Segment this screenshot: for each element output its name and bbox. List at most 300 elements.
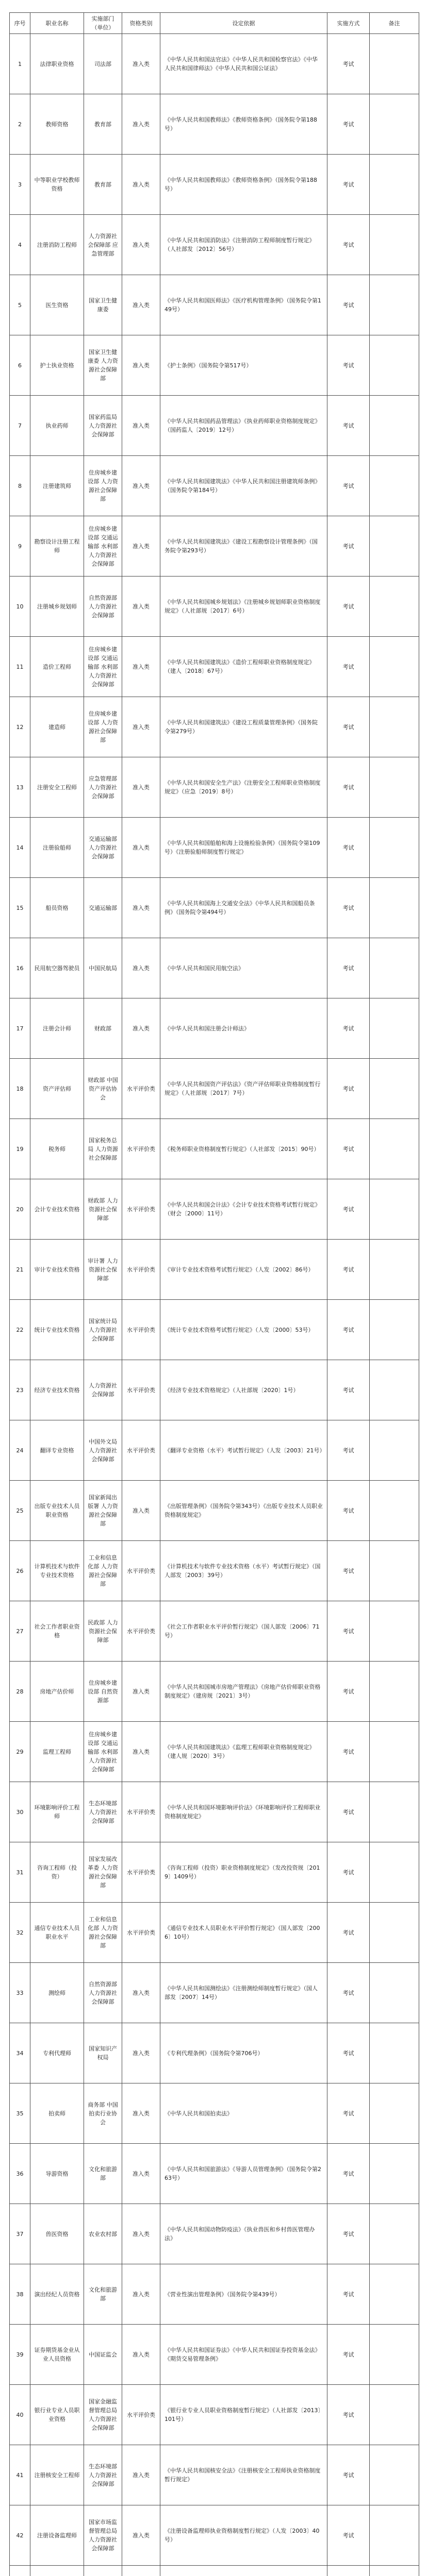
cell-method: 考试	[327, 2264, 370, 2325]
cell-basis	[160, 2566, 327, 2576]
cell-type: 准入类	[122, 2204, 160, 2264]
cell-basis: 《中华人民共和国建筑法》《中华人民共和国注册建筑师条例》（国务院令第184号）	[160, 456, 327, 516]
cell-basis: 《中华人民共和国资产评估法》《资产评估师职业资格制度暂行规定》（人社部规〔2017〕7号）	[160, 1059, 327, 1119]
cell-basis: 《中华人民共和国环境影响评价法》《环境影响评价工程师职业资格制度规定》	[160, 1782, 327, 1842]
cell-note	[370, 1541, 419, 1601]
cell-method: 考试	[327, 2083, 370, 2144]
cell-basis: 《出版管理条例》（国务院令第343号）《出版专业技术人员职业资格制度规定》	[160, 1481, 327, 1541]
cell-type: 准入类	[122, 2144, 160, 2204]
cell-type: 水平评价类	[122, 1059, 160, 1119]
cell-dept: 教育部	[84, 155, 122, 215]
cell-dept: 国家卫生健康委 人力资源社会保障部	[84, 335, 122, 396]
cell-name: 资产评估师	[30, 1059, 84, 1119]
cell-basis: 《营业性演出管理条例》（国务院令第439号）	[160, 2264, 327, 2325]
cell-basis: 《计算机技术与软件专业技术资格（水平）考试暂行规定》（国人部发〔2003〕39号）	[160, 1541, 327, 1601]
table-row	[10, 1601, 419, 1662]
cell-name: 拍卖师	[30, 2083, 84, 2144]
cell-type: 准入类	[122, 396, 160, 456]
table-row	[10, 2144, 419, 2204]
cell-basis: 《中华人民共和国建筑法》《建设工程勘察设计管理条例》（国务院令第293号）	[160, 516, 327, 577]
cell-type: 准入类	[122, 34, 160, 94]
cell-method: 考试	[327, 2505, 370, 2566]
cell-no: 29	[10, 1722, 30, 1782]
cell-name: 咨询工程师（投资）	[30, 1842, 84, 1903]
cell-no: 22	[10, 1300, 30, 1360]
cell-name: 法律职业资格	[30, 34, 84, 94]
cell-dept: 中国民航局	[84, 938, 122, 998]
cell-method: 考试	[327, 1481, 370, 1541]
cell-name: 中等职业学校教师资格	[30, 155, 84, 215]
cell-note	[370, 577, 419, 637]
table-row	[10, 2385, 419, 2445]
cell-no: 3	[10, 155, 30, 215]
cell-no: 10	[10, 577, 30, 637]
cell-method: 考试	[327, 1240, 370, 1300]
cell-name: 房地产估价师	[30, 1662, 84, 1722]
cell-method: 考试	[327, 396, 370, 456]
table-row	[10, 275, 419, 335]
cell-dept: 应急管理部 人力资源社会保障部	[84, 757, 122, 818]
cell-basis: 《统计专业技术资格考试暂行规定》（人发〔2000〕53号）	[160, 1300, 327, 1360]
cell-basis: 《中华人民共和国动物防疫法》《执业兽医和乡村兽医管理办法》	[160, 2204, 327, 2264]
cell-no: 6	[10, 335, 30, 396]
cell-basis: 《中华人民共和国拍卖法》	[160, 2083, 327, 2144]
cell-method: 考试	[327, 2385, 370, 2445]
cell-dept: 国家卫生健康委	[84, 275, 122, 335]
cell-no: 4	[10, 215, 30, 275]
cell-note	[370, 637, 419, 697]
cell-method: 考试	[327, 2204, 370, 2264]
cell-type: 准入类	[122, 878, 160, 938]
header-note: 备注	[370, 13, 419, 34]
header-dept: 实施部门（单位）	[84, 13, 122, 34]
table-row	[10, 878, 419, 938]
cell-type: 水平评价类	[122, 1360, 160, 1420]
header-name: 职业名称	[30, 13, 84, 34]
cell-note	[370, 34, 419, 94]
cell-method: 考试	[327, 2325, 370, 2385]
cell-method: 考试	[327, 2023, 370, 2083]
cell-method: 考试	[327, 94, 370, 155]
table-row	[10, 396, 419, 456]
cell-note	[370, 2445, 419, 2505]
cell-type	[122, 2566, 160, 2576]
cell-name: 注册城乡规划师	[30, 577, 84, 637]
cell-note	[370, 878, 419, 938]
cell-note	[370, 396, 419, 456]
cell-note	[370, 1119, 419, 1179]
cell-basis: 《中华人民共和国民用航空法》	[160, 938, 327, 998]
table-row	[10, 1420, 419, 1481]
cell-no: 20	[10, 1179, 30, 1240]
cell-basis: 《银行业专业人员职业资格制度暂行规定》（人社部发〔2013〕101号）	[160, 2385, 327, 2445]
cell-basis: 《中华人民共和国海上交通安全法》《中华人民共和国船员条例》（国务院令第494号）	[160, 878, 327, 938]
cell-type: 水平评价类	[122, 1119, 160, 1179]
cell-no: 5	[10, 275, 30, 335]
cell-type: 水平评价类	[122, 1601, 160, 1662]
cell-basis: 《中华人民共和国法官法》《中华人民共和国检察官法》《中华人民共和国律师法》《中华人民共和国公证法》	[160, 34, 327, 94]
cell-note	[370, 1300, 419, 1360]
cell-no: 8	[10, 456, 30, 516]
cell-no: 23	[10, 1360, 30, 1420]
header-type: 资格类别	[122, 13, 160, 34]
cell-no: 28	[10, 1662, 30, 1722]
header-no: 序号	[10, 13, 30, 34]
cell-dept: 人力资源社会保障部	[84, 1360, 122, 1420]
cell-name: 注册设备监理师	[30, 2505, 84, 2566]
cell-type: 水平评价类	[122, 1420, 160, 1481]
table-row	[10, 1240, 419, 1300]
cell-no: 15	[10, 878, 30, 938]
cell-note	[370, 1842, 419, 1903]
cell-no: 25	[10, 1481, 30, 1541]
cell-type: 水平评价类	[122, 2385, 160, 2445]
cell-name: 导游资格	[30, 2144, 84, 2204]
cell-note	[370, 215, 419, 275]
cell-name: 统计专业技术资格	[30, 1300, 84, 1360]
cell-note	[370, 1179, 419, 1240]
table-row	[10, 1722, 419, 1782]
cell-basis: 《中华人民共和国建筑法》《造价工程师职业资格制度规定》（建人〔2018〕67号）	[160, 637, 327, 697]
cell-method: 考试	[327, 1119, 370, 1179]
cell-name: 执业药师	[30, 396, 84, 456]
cell-note	[370, 2505, 419, 2566]
cell-name: 出版专业技术人员职业资格	[30, 1481, 84, 1541]
cell-basis: 《中华人民共和国旅游法》《导游人员管理条例》（国务院令第263号）	[160, 2144, 327, 2204]
cell-no: 14	[10, 818, 30, 878]
cell-note	[370, 94, 419, 155]
cell-no: 11	[10, 637, 30, 697]
cell-type: 水平评价类	[122, 1541, 160, 1601]
cell-method: 考试	[327, 275, 370, 335]
cell-dept: 生态环境部 人力资源社会保障部	[84, 2445, 122, 2505]
table-row	[10, 1782, 419, 1842]
cell-dept: 国家税务总局 人力资源社会保障部	[84, 1119, 122, 1179]
cell-basis: 《翻译专业资格（水平）考试暂行规定》（人发〔2003〕21号）	[160, 1420, 327, 1481]
table-row	[10, 215, 419, 275]
table-row	[10, 1963, 419, 2023]
table-row	[10, 1842, 419, 1903]
cell-note	[370, 2083, 419, 2144]
cell-type: 水平评价类	[122, 1179, 160, 1240]
cell-no: 2	[10, 94, 30, 155]
cell-type: 准入类	[122, 1722, 160, 1782]
cell-dept: 工业和信息化部 人力资源社会保障部	[84, 1903, 122, 1963]
cell-basis: 《中华人民共和国教师法》《教师资格条例》（国务院令第188号）	[160, 155, 327, 215]
table-row	[10, 938, 419, 998]
cell-basis: 《中华人民共和国核安全法》《注册核安全工程师执业资格制度暂行规定》	[160, 2445, 327, 2505]
cell-dept: 农业农村部	[84, 2204, 122, 2264]
cell-method: 考试	[327, 1662, 370, 1722]
cell-method	[327, 2566, 370, 2576]
cell-dept: 住房城乡建设部 交通运输部 水利部 人力资源社会保障部	[84, 516, 122, 577]
table-row	[10, 1903, 419, 1963]
cell-method: 考试	[327, 1782, 370, 1842]
cell-no: 24	[10, 1420, 30, 1481]
header-method: 实施方式	[327, 13, 370, 34]
cell-type: 准入类	[122, 215, 160, 275]
cell-method: 考试	[327, 1300, 370, 1360]
cell-method: 考试	[327, 1903, 370, 1963]
cell-name: 注册核安全工程师	[30, 2445, 84, 2505]
cell-dept: 财政部 人力资源社会保障部	[84, 1179, 122, 1240]
cell-type: 准入类	[122, 94, 160, 155]
cell-name: 会计专业技术资格	[30, 1179, 84, 1240]
cell-note	[370, 335, 419, 396]
cell-no: 33	[10, 1963, 30, 2023]
cell-no: 41	[10, 2445, 30, 2505]
cell-dept: 住房城乡建设部 人力资源社会保障部	[84, 697, 122, 757]
cell-dept: 国家金融监督管理总局 人力资源社会保障部	[84, 2385, 122, 2445]
header-basis: 设定依据	[160, 13, 327, 34]
cell-no: 30	[10, 1782, 30, 1842]
cell-dept: 审计署 人力资源社会保障部	[84, 1240, 122, 1300]
cell-note	[370, 2325, 419, 2385]
cell-name: 社会工作者职业资格	[30, 1601, 84, 1662]
cell-type: 准入类	[122, 1963, 160, 2023]
cell-note	[370, 456, 419, 516]
cell-dept: 交通运输部	[84, 878, 122, 938]
cell-basis: 《中华人民共和国测绘法》《注册测绘师制度暂行规定》（国人部发〔2007〕14号）	[160, 1963, 327, 2023]
table-row	[10, 1179, 419, 1240]
cell-no: 16	[10, 938, 30, 998]
cell-method: 考试	[327, 577, 370, 637]
cell-dept: 交通运输部 人力资源社会保障部	[84, 818, 122, 878]
cell-dept: 国家药监局 人力资源社会保障部	[84, 396, 122, 456]
cell-name: 环境影响评价工程师	[30, 1782, 84, 1842]
cell-method: 考试	[327, 1360, 370, 1420]
table-row	[10, 456, 419, 516]
cell-no: 13	[10, 757, 30, 818]
cell-dept: 国家市场监督管理总局 人力资源社会保障部	[84, 2505, 122, 2566]
cell-basis: 《中华人民共和国城乡规划法》《注册城乡规划师职业资格制度规定》（人社部规〔2017〕6号）	[160, 577, 327, 637]
cell-type: 准入类	[122, 757, 160, 818]
cell-type: 准入类	[122, 1481, 160, 1541]
table-row	[10, 34, 419, 94]
table-row	[10, 1119, 419, 1179]
cell-type: 准入类	[122, 1662, 160, 1722]
cell-dept: 司法部	[84, 34, 122, 94]
cell-basis: 《专利代理条例》（国务院令第706号）	[160, 2023, 327, 2083]
cell-method: 考试	[327, 155, 370, 215]
cell-method: 考试	[327, 1541, 370, 1601]
cell-dept: 工业和信息化部 人力资源社会保障部	[84, 1541, 122, 1601]
cell-note	[370, 2264, 419, 2325]
cell-note	[370, 818, 419, 878]
cell-name: 民用航空器驾驶员	[30, 938, 84, 998]
cell-method: 考试	[327, 1059, 370, 1119]
cell-basis: 《中华人民共和国城市房地产管理法》《房地产估价师职业资格制度规定》（建房规〔2021〕3号）	[160, 1662, 327, 1722]
cell-basis: 《通信专业技术人员职业水平评价暂行规定》（国人部发〔2006〕10号）	[160, 1903, 327, 1963]
cell-dept: 教育部	[84, 94, 122, 155]
cell-dept: 中国证监会	[84, 2325, 122, 2385]
cell-no: 7	[10, 396, 30, 456]
cell-no: 31	[10, 1842, 30, 1903]
cell-method: 考试	[327, 2445, 370, 2505]
cell-type: 准入类	[122, 637, 160, 697]
cell-type: 准入类	[122, 998, 160, 1059]
table-row	[10, 1059, 419, 1119]
cell-no: 34	[10, 2023, 30, 2083]
table-row	[10, 1541, 419, 1601]
table-row	[10, 2083, 419, 2144]
cell-name: 注册验船师	[30, 818, 84, 878]
cell-no	[10, 2566, 30, 2576]
table-row	[10, 335, 419, 396]
cell-basis: 《注册设备监理师执业资格制度暂行规定》（人发〔2003〕40号）	[160, 2505, 327, 2566]
cell-type: 准入类	[122, 2264, 160, 2325]
cell-no: 12	[10, 697, 30, 757]
cell-dept: 自然资源部 人力资源社会保障部	[84, 577, 122, 637]
cell-name: 注册建筑师	[30, 456, 84, 516]
cell-note	[370, 2385, 419, 2445]
cell-type: 水平评价类	[122, 1300, 160, 1360]
cell-no: 19	[10, 1119, 30, 1179]
cell-method: 考试	[327, 998, 370, 1059]
table-row	[10, 2566, 419, 2576]
cell-dept: 文化和旅游部	[84, 2144, 122, 2204]
table-row	[10, 697, 419, 757]
cell-no: 21	[10, 1240, 30, 1300]
cell-dept: 国家发展改革委 人力资源社会保障部	[84, 1842, 122, 1903]
cell-dept: 自然资源部 人力资源社会保障部	[84, 1963, 122, 2023]
cell-no: 17	[10, 998, 30, 1059]
cell-basis: 《中华人民共和国船舶和海上设施检验条例》（国务院令第109号）《注册验船师制度暂行规定》	[160, 818, 327, 878]
cell-method: 考试	[327, 938, 370, 998]
cell-no: 27	[10, 1601, 30, 1662]
cell-note	[370, 1963, 419, 2023]
cell-no: 1	[10, 34, 30, 94]
cell-basis: 《中华人民共和国建筑法》《监理工程师职业资格制度规定》（建人规〔2020〕3号）	[160, 1722, 327, 1782]
cell-method: 考试	[327, 1420, 370, 1481]
cell-note	[370, 1903, 419, 1963]
cell-type: 准入类	[122, 456, 160, 516]
cell-basis: 《中华人民共和国证券法》《中华人民共和国证券投资基金法》《期货交易管理条例》	[160, 2325, 327, 2385]
cell-dept: 财政部 中国资产评估协会	[84, 1059, 122, 1119]
cell-note	[370, 697, 419, 757]
cell-method: 考试	[327, 516, 370, 577]
cell-dept: 生态环境部 人力资源社会保障部	[84, 1782, 122, 1842]
cell-basis: 《中华人民共和国注册会计师法》	[160, 998, 327, 1059]
table-row	[10, 2264, 419, 2325]
cell-note	[370, 2023, 419, 2083]
cell-name: 监理工程师	[30, 1722, 84, 1782]
cell-method: 考试	[327, 215, 370, 275]
cell-no: 32	[10, 1903, 30, 1963]
cell-note	[370, 1662, 419, 1722]
table-row	[10, 1481, 419, 1541]
cell-note	[370, 2566, 419, 2576]
cell-basis: 《税务师职业资格制度暂行规定》（人社部发〔2015〕90号）	[160, 1119, 327, 1179]
cell-basis: 《中华人民共和国教师法》《教师资格条例》（国务院令第188号）	[160, 94, 327, 155]
cell-note	[370, 155, 419, 215]
cell-note	[370, 938, 419, 998]
cell-name: 银行业专业人员职业资格	[30, 2385, 84, 2445]
cell-note	[370, 1059, 419, 1119]
cell-type: 准入类	[122, 155, 160, 215]
cell-method: 考试	[327, 637, 370, 697]
cell-name: 审计专业技术资格	[30, 1240, 84, 1300]
header-row	[10, 13, 419, 34]
cell-name: 船员资格	[30, 878, 84, 938]
cell-method: 考试	[327, 1842, 370, 1903]
cell-type: 准入类	[122, 818, 160, 878]
cell-dept: 文化和旅游部	[84, 2264, 122, 2325]
table-row	[10, 1360, 419, 1420]
cell-basis: 《中华人民共和国会计法》《会计专业技术资格考试暂行规定》（财会〔2000〕11号）	[160, 1179, 327, 1240]
cell-no: 38	[10, 2264, 30, 2325]
cell-name: 注册会计师	[30, 998, 84, 1059]
table-body	[10, 34, 419, 2576]
cell-basis: 《经济专业技术资格规定》（人社部规〔2020〕1号）	[160, 1360, 327, 1420]
cell-name: 证券期货基金业从业人员资格	[30, 2325, 84, 2385]
table-row	[10, 516, 419, 577]
cell-name: 注册安全工程师	[30, 757, 84, 818]
cell-no: 35	[10, 2083, 30, 2144]
cell-name: 勘察设计注册工程师	[30, 516, 84, 577]
table-row	[10, 757, 419, 818]
cell-dept: 国家统计局 人力资源社会保障部	[84, 1300, 122, 1360]
cell-dept: 住房城乡建设部 人力资源社会保障部	[84, 456, 122, 516]
cell-note	[370, 1601, 419, 1662]
cell-type: 准入类	[122, 2083, 160, 2144]
cell-method: 考试	[327, 757, 370, 818]
cell-note	[370, 1360, 419, 1420]
cell-method: 考试	[327, 2144, 370, 2204]
cell-note	[370, 2144, 419, 2204]
cell-type: 准入类	[122, 2325, 160, 2385]
cell-dept: 商务部 中国拍卖行业协会	[84, 2083, 122, 2144]
cell-note	[370, 1481, 419, 1541]
cell-no: 40	[10, 2385, 30, 2445]
cell-dept: 国家新闻出版署 人力资源社会保障部	[84, 1481, 122, 1541]
qualification-table	[9, 12, 419, 2576]
cell-type: 准入类	[122, 2023, 160, 2083]
table-row	[10, 998, 419, 1059]
table-row	[10, 637, 419, 697]
cell-method: 考试	[327, 335, 370, 396]
cell-no: 9	[10, 516, 30, 577]
cell-type: 准入类	[122, 516, 160, 577]
cell-name: 经济专业技术资格	[30, 1360, 84, 1420]
cell-name: 税务师	[30, 1119, 84, 1179]
cell-name: 护士执业资格	[30, 335, 84, 396]
table-row	[10, 1300, 419, 1360]
cell-type: 准入类	[122, 697, 160, 757]
cell-dept: 中国外文局 人力资源社会保障部	[84, 1420, 122, 1481]
cell-dept: 住房城乡建设部 交通运输部 水利部 人力资源社会保障部	[84, 1722, 122, 1782]
cell-method: 考试	[327, 1179, 370, 1240]
cell-method: 考试	[327, 1601, 370, 1662]
cell-type: 水平评价类	[122, 1903, 160, 1963]
cell-note	[370, 757, 419, 818]
cell-no: 18	[10, 1059, 30, 1119]
cell-basis: 《中华人民共和国安全生产法》《注册安全工程师职业资格制度规定》（应急〔2019〕8号）	[160, 757, 327, 818]
cell-dept: 国家知识产权局	[84, 2023, 122, 2083]
cell-note	[370, 1240, 419, 1300]
cell-note	[370, 516, 419, 577]
cell-basis: 《中华人民共和国建筑法》《建设工程质量管理条例》（国务院令第279号）	[160, 697, 327, 757]
table-row	[10, 2023, 419, 2083]
cell-name	[30, 2566, 84, 2576]
cell-type: 水平评价类	[122, 1240, 160, 1300]
table-row	[10, 2325, 419, 2385]
cell-name: 演出经纪人员资格	[30, 2264, 84, 2325]
cell-basis: 《社会工作者职业水平评价暂行规定》（国人部发〔2006〕71号）	[160, 1601, 327, 1662]
cell-note	[370, 998, 419, 1059]
cell-name: 兽医资格	[30, 2204, 84, 2264]
table-row	[10, 818, 419, 878]
